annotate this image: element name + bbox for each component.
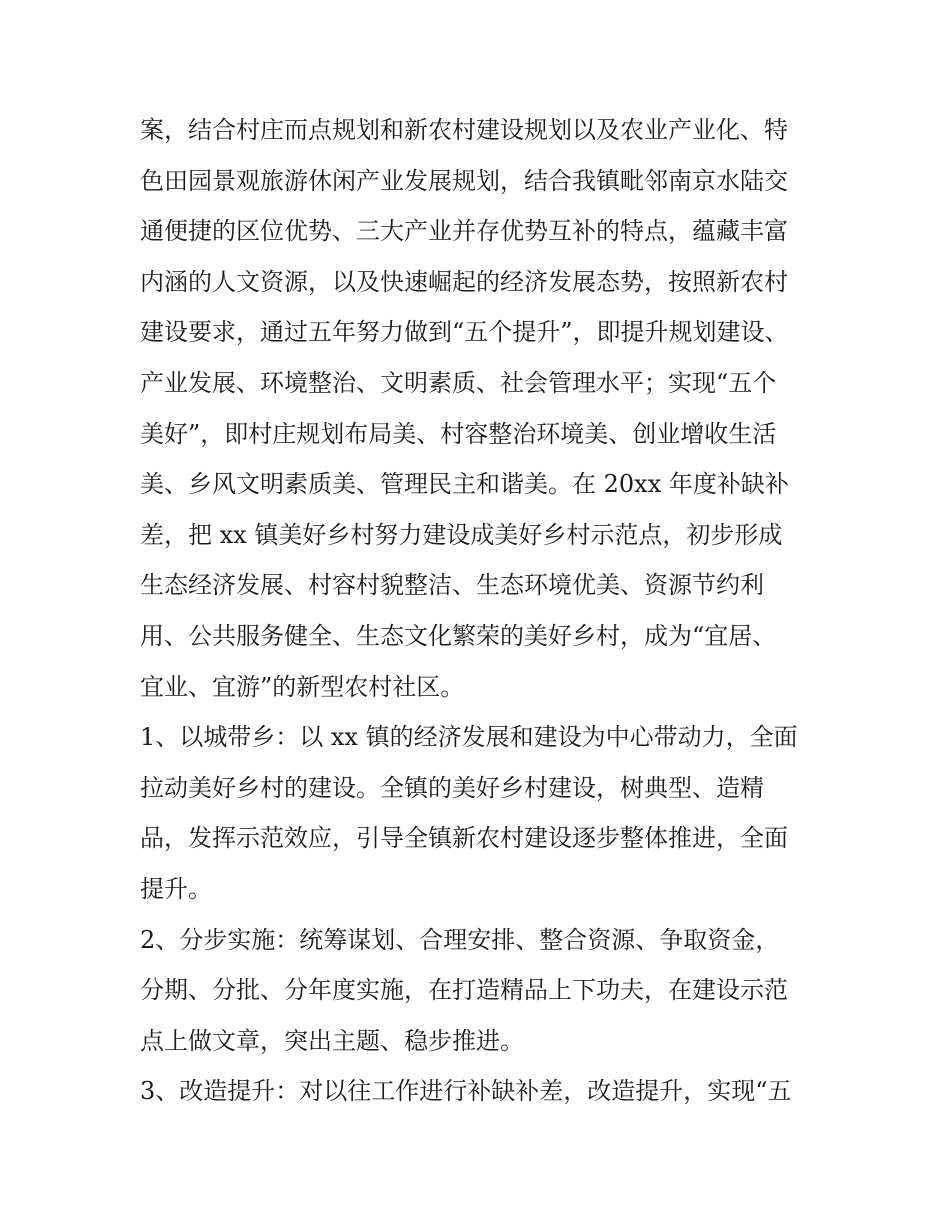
text-line-10: 生态经济发展、村容村貌整洁、生态环境优美、资源节约利 — [140, 571, 764, 600]
text-line-13: 1、以城带乡：以 xx 镇的经济发展和建设为中心带动力，全面 — [140, 723, 798, 752]
text-line-14: 拉动美好乡村的建设。全镇的美好乡村建设，树典型、造精 — [140, 773, 764, 802]
text-line-16: 提升。 — [140, 874, 212, 903]
text-line-15: 品，发挥示范效应，引导全镇新农村建设逐步整体推进，全面 — [140, 824, 788, 853]
text-line-1: 案，结合村庄而点规划和新农村建设规划以及农业产业化、特 — [140, 116, 788, 144]
text-line-8: 美、乡风文明素质美、管理民主和谐美。在 20xx 年度补缺补 — [140, 470, 789, 499]
text-line-3: 通便捷的区位优势、三大产业并存优势互补的特点，蕴藏丰富 — [140, 217, 788, 246]
text-line-11: 用、公共服务健全、生态文化繁荣的美好乡村，成为“宜居、 — [140, 621, 777, 650]
text-line-9: 差，把 xx 镇美好乡村努力建设成美好乡村示范点，初步形成 — [140, 520, 783, 549]
text-line-2: 色田园景观旅游休闲产业发展规划，结合我镇毗邻南京水陆交 — [140, 166, 788, 195]
text-line-5: 建设要求，通过五年努力做到“五个提升”，即提升规划建设、 — [140, 318, 789, 347]
body-text — [140, 105, 820, 1117]
text-line-12: 宜业、宜游”的新型农村社区。 — [140, 672, 465, 701]
text-line-7: 美好”，即村庄规划布局美、村容整治环境美、创业增收生活 — [140, 419, 777, 448]
text-line-19: 点上做文章，突出主题、稳步推进。 — [140, 1026, 524, 1055]
text-line-4: 内涵的人文资源，以及快速崛起的经济发展态势，按照新农村 — [140, 267, 788, 296]
text-line-17: 2、分步实施：统筹谋划、合理安排、整合资源、争取资金， — [140, 925, 780, 954]
text-line-6: 产业发展、环境整治、文明素质、社会管理水平；实现“五个 — [140, 368, 777, 397]
text-line-18: 分期、分批、分年度实施，在打造精品上下功夫，在建设示范 — [140, 976, 788, 1005]
text-line-20: 3、改造提升：对以往工作进行补缺补差，改造提升，实现“五 — [140, 1077, 792, 1106]
